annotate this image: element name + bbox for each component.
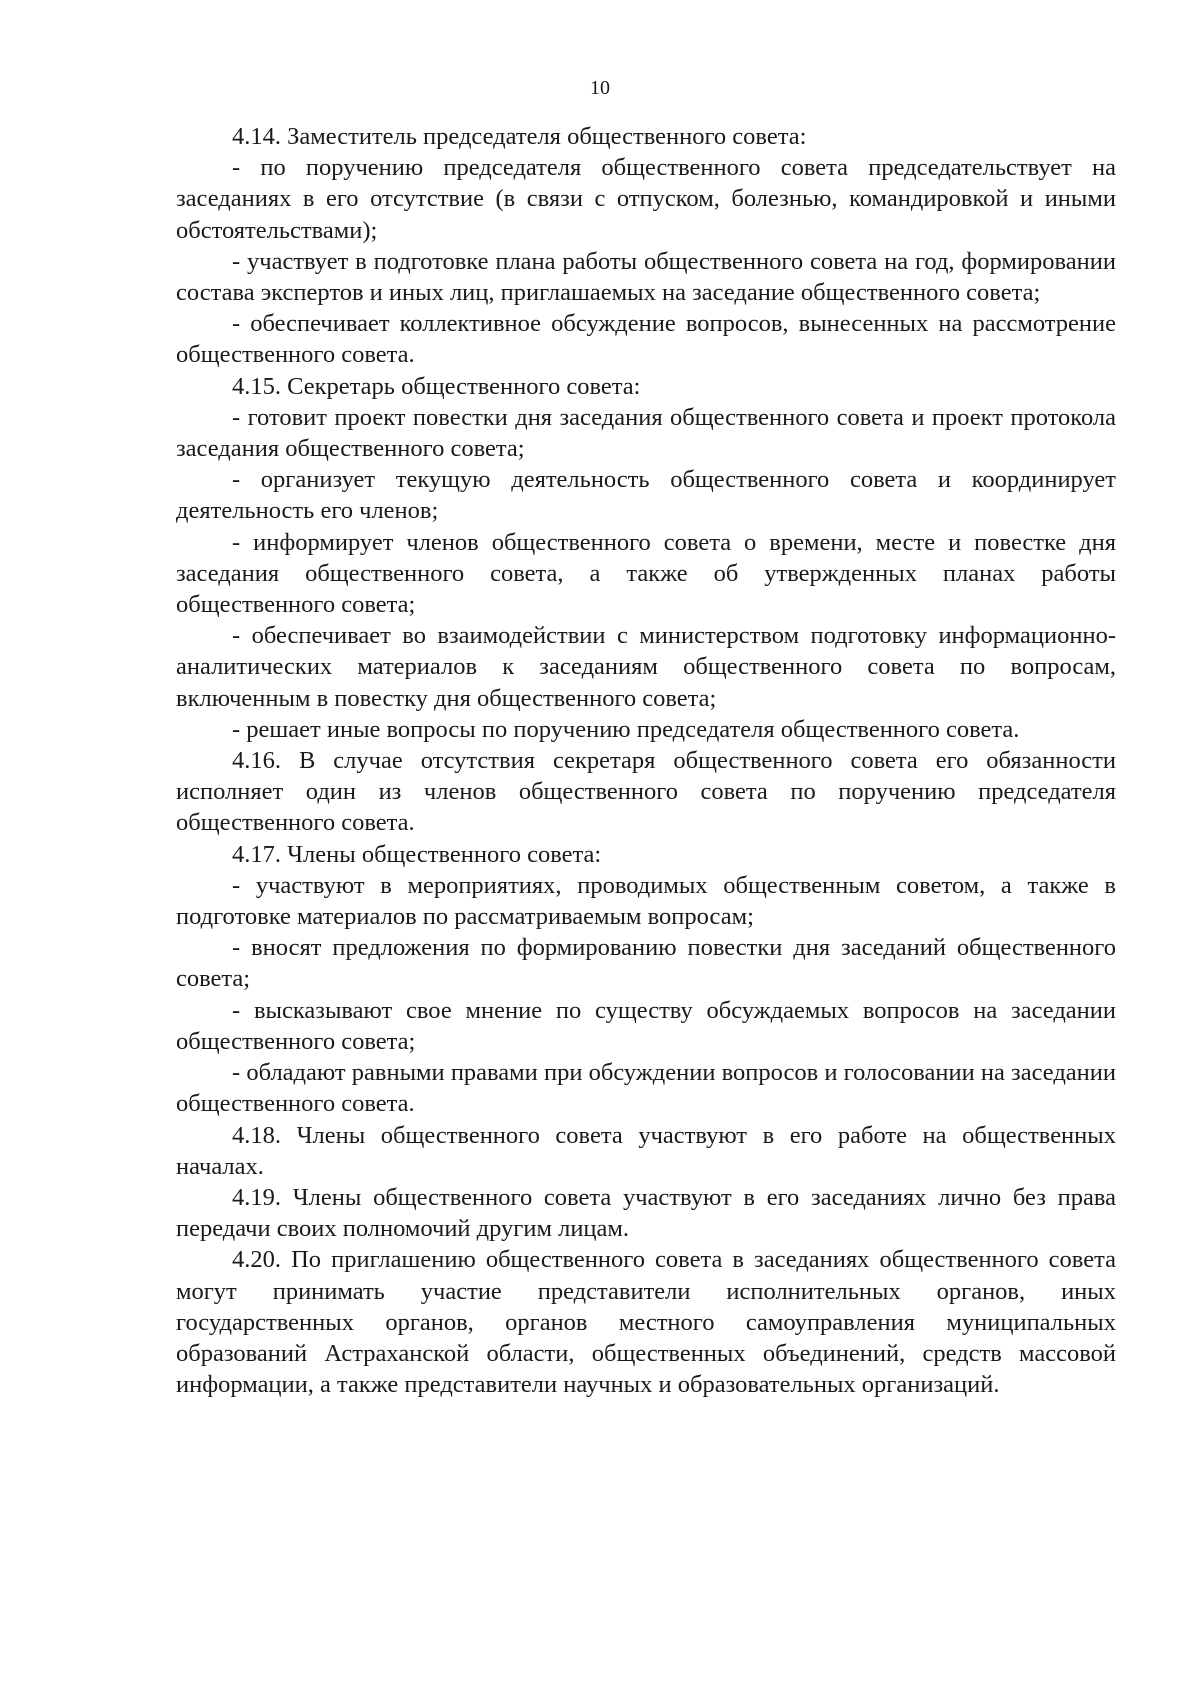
paragraph-4-18: 4.18. Члены общественного совета участвуют в его работе на общественных началах. — [176, 1121, 1116, 1180]
paragraph-4-17-heading: 4.17. Члены общественного совета: — [232, 840, 602, 868]
document-body — [176, 121, 1116, 1400]
list-item: - участвует в подготовке плана работы общественного совета на год, формировании состава экспертов и иных лиц, приглашаемых на заседание общественного совета; — [176, 247, 1116, 307]
list-item: - информирует членов общественного совета о времени, месте и повестке дня заседания общественного совета, а также об утвержденных планах работы общественного совета; — [176, 528, 1116, 619]
list-item: - организует текущую деятельность общественного совета и координирует деятельность его членов; — [176, 466, 1116, 525]
list-item: - участвуют в мероприятиях, проводимых общественным советом, а также в подготовке материалов по рассматриваемым вопросам; — [176, 871, 1116, 931]
list-item: - вносят предложения по формированию повестки дня заседаний общественного совета; — [176, 934, 1116, 993]
paragraph-4-16: 4.16. В случае отсутствия секретаря общественного совета его обязанности исполняет один из членов общественного совета по поручению председателя общественного совета. — [176, 747, 1116, 837]
page-number: 10 — [590, 77, 610, 99]
list-item: - по поручению председателя общественного совета председательствует на заседаниях в его отсутствие (в связи с отпуском, болезнью, командировкой и иными обстоятельствами); — [176, 154, 1116, 244]
paragraph-4-19: 4.19. Члены общественного совета участвуют в его заседаниях лично без права передачи своих полномочий другим лицам. — [176, 1183, 1116, 1243]
list-item: - обладают равными правами при обсуждении вопросов и голосовании на заседании общественного совета. — [176, 1059, 1116, 1118]
list-item: - обеспечивает во взаимодействии с министерством подготовку информационно-аналитических материалов к заседаниям общественного совета по вопросам, включенным в повестку дня общественного совета; — [176, 622, 1116, 712]
list-item: - решает иные вопросы по поручению председателя общественного совета. — [232, 715, 1020, 743]
paragraph-4-14-heading: 4.14. Заместитель председателя общественного совета: — [232, 123, 807, 150]
list-item: - обеспечивает коллективное обсуждение вопросов, вынесенных на рассмотрение общественного совета. — [176, 310, 1116, 369]
paragraph-4-15-heading: 4.15. Секретарь общественного совета: — [232, 372, 641, 400]
paragraph-4-20: 4.20. По приглашению общественного совета в заседаниях общественного совета могут принимать участие представители исполнительных органов, иных государственных органов, органов местного самоуправления муниципальных образований Астраханской области, общественных объединений, средств массовой информации, а также представители научных и образовательных организаций. — [176, 1246, 1116, 1399]
list-item: - высказывают свое мнение по существу обсуждаемых вопросов на заседании общественного совета; — [176, 996, 1116, 1055]
list-item: - готовит проект повестки дня заседания общественного совета и проект протокола заседания общественного совета; — [176, 403, 1116, 463]
